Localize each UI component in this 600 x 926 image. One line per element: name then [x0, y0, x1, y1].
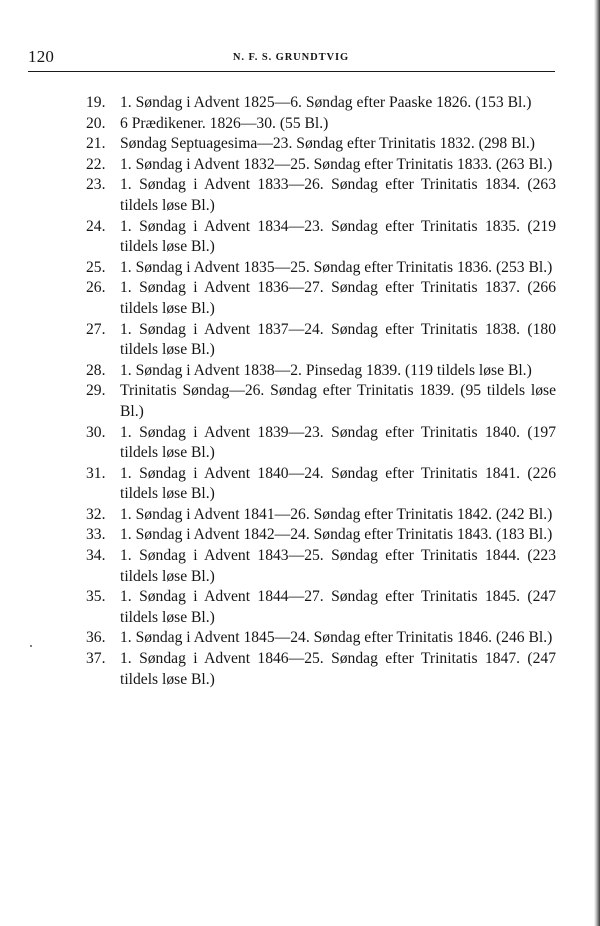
- list-item: [86, 278, 556, 319]
- page-number: 120: [28, 47, 55, 66]
- list-item: [86, 361, 556, 382]
- list-item-text: 1. Søndag i Advent 1833—26. Søndag efter Trinitatis 1834. (263 tildels løse Bl.): [120, 176, 556, 214]
- list-item-number: 28.: [86, 361, 106, 379]
- running-head: N. F. S. GRUNDTVIG: [232, 52, 350, 63]
- list-item-text: 1. Søndag i Advent 1840—24. Søndag efter Trinitatis 1841. (226 tildels løse Bl.): [120, 464, 556, 503]
- list-item-number: 37.: [86, 650, 106, 668]
- list-item-text: 1. Søndag i Advent 1846—25. Søndag efter Trinitatis 1847. (247 tildels løse Bl.): [120, 650, 556, 688]
- list-item: [86, 525, 556, 546]
- list-item-number: 19.: [86, 94, 106, 111]
- list-item-text: 1. Søndag i Advent 1841—26. Søndag efter Trinitatis 1842. (242 Bl.): [120, 505, 553, 523]
- list-item: [86, 217, 556, 258]
- list-item-text: 1. Søndag i Advent 1843—25. Søndag efter Trinitatis 1844. (223 tildels løse Bl.): [120, 547, 556, 585]
- list-item-text: 1. Søndag i Advent 1838—2. Pinsedag 1839. (119 tildels løse Bl.): [120, 361, 532, 379]
- list-item: [86, 587, 556, 628]
- list-item-number: 24.: [86, 217, 106, 235]
- list-item: [86, 546, 556, 587]
- list-item: [86, 258, 556, 279]
- list-item-number: 30.: [86, 423, 106, 441]
- header-rule: [28, 71, 555, 72]
- list-item-number: 20.: [86, 114, 106, 132]
- list-item-number: 29.: [86, 382, 106, 400]
- list-item-number: 36.: [86, 629, 106, 647]
- page-edge-shadow: [594, 0, 600, 926]
- list-item: [86, 423, 556, 464]
- list-item-text: 1. Søndag i Advent 1837—24. Søndag efter Trinitatis 1838. (180 tildels løse Bl.): [120, 320, 556, 359]
- list-item-number: 35.: [86, 588, 106, 606]
- list-item: [86, 93, 556, 114]
- list-item-number: 21.: [86, 135, 106, 153]
- list-item-number: 27.: [86, 320, 106, 338]
- list-item-number: 33.: [86, 526, 106, 544]
- list-item: [86, 320, 556, 361]
- list-item-text: 1. Søndag i Advent 1834—23. Søndag efter Trinitatis 1835. (219 tildels løse Bl.): [120, 217, 556, 256]
- list-item-text: 1. Søndag i Advent 1844—27. Søndag efter Trinitatis 1845. (247 tildels løse Bl.): [120, 588, 556, 626]
- list-item-number: 22.: [86, 155, 106, 173]
- list-item-text: 1. Søndag i Advent 1842—24. Søndag efter Trinitatis 1843. (183 Bl.): [120, 526, 553, 544]
- manuscript-list: [86, 93, 556, 690]
- list-item-text: Trinitatis Søndag—26. Søndag efter Trinitatis 1839. (95 tildels løse Bl.): [120, 382, 556, 420]
- list-item-number: 25.: [86, 258, 106, 276]
- list-item-number: 34.: [86, 547, 106, 565]
- list-item: [86, 464, 556, 505]
- list-item: [86, 505, 556, 526]
- list-item-text: 1. Søndag i Advent 1835—25. Søndag efter Trinitatis 1836. (253 Bl.): [120, 258, 553, 276]
- list-item-number: 23.: [86, 176, 106, 194]
- margin-speck: [30, 645, 32, 647]
- list-item: [86, 381, 556, 422]
- list-item-text: 1. Søndag i Advent 1836—27. Søndag efter Trinitatis 1837. (266 tildels løse Bl.): [120, 279, 556, 317]
- list-item: [86, 114, 556, 135]
- list-item-text: Søndag Septuagesima—23. Søndag efter Trinitatis 1832. (298 Bl.): [120, 135, 535, 153]
- list-item-text: 1. Søndag i Advent 1832—25. Søndag efter Trinitatis 1833. (263 Bl.): [120, 155, 553, 173]
- list-item-text: 1. Søndag i Advent 1839—23. Søndag efter Trinitatis 1840. (197 tildels løse Bl.): [120, 423, 556, 462]
- list-item-number: 31.: [86, 464, 106, 482]
- list-item: [86, 175, 556, 216]
- list-item: [86, 628, 556, 649]
- page-header: [28, 46, 554, 68]
- list-item-number: 26.: [86, 279, 106, 297]
- list-item: [86, 134, 556, 155]
- list-item-text: 1. Søndag i Advent 1845—24. Søndag efter Trinitatis 1846. (246 Bl.): [120, 629, 553, 647]
- list-item: [86, 155, 556, 176]
- list-item: [86, 649, 556, 690]
- list-item-number: 32.: [86, 505, 106, 523]
- list-item-text: 1. Søndag i Advent 1825—6. Søndag efter Paaske 1826. (153 Bl.): [120, 94, 532, 111]
- list-item-text: 6 Prædikener. 1826—30. (55 Bl.): [120, 114, 329, 132]
